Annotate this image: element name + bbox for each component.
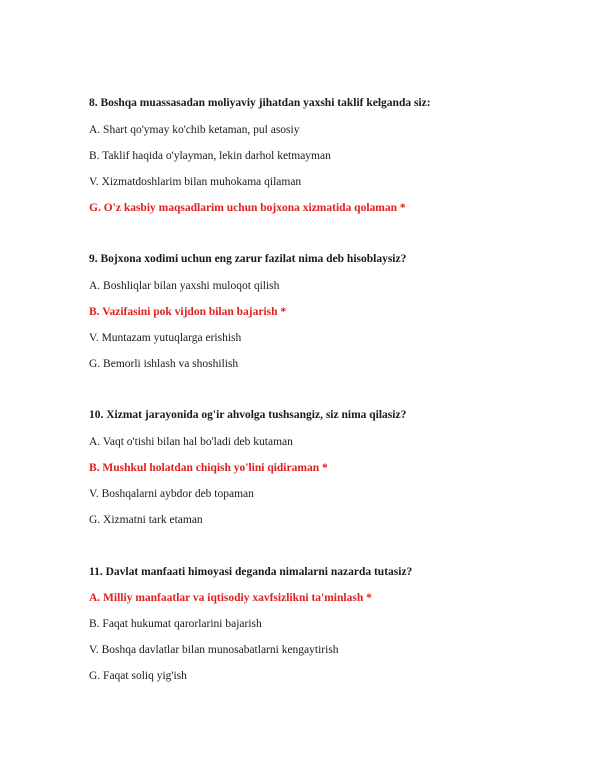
answer-option: B. Taklif haqida o'ylayman, lekin darhol ketmayman bbox=[89, 150, 331, 162]
question-title: 9. Bojxona xodimi uchun eng zarur fazilat nima deb hisoblaysiz? bbox=[89, 253, 407, 265]
answer-option: V. Muntazam yutuqlarga erishish bbox=[89, 332, 242, 344]
answer-option: G. Bemorli ishlash va shoshilish bbox=[89, 358, 239, 370]
answer-option: G. Faqat soliq yig'ish bbox=[89, 670, 187, 682]
question-title: 11. Davlat manfaati himoyasi deganda nimalarni nazarda tutasiz? bbox=[89, 566, 413, 578]
answer-option: V. Boshqa davlatlar bilan munosabatlarni kengaytirish bbox=[89, 644, 339, 656]
answer-option: A. Boshliqlar bilan yaxshi muloqot qilish bbox=[89, 280, 280, 292]
question-title: 10. Xizmat jarayonida og'ir ahvolga tushsangiz, siz nima qilasiz? bbox=[89, 409, 407, 421]
correct-answer-option: B. Vazifasini pok vijdon bilan bajarish * bbox=[89, 306, 287, 318]
answer-option: A. Shart qo'ymay ko'chib ketaman, pul asosiy bbox=[89, 124, 300, 136]
question-title: 8. Boshqa muassasadan moliyaviy jihatdan yaxshi taklif kelganda siz: bbox=[89, 97, 431, 109]
answer-option: V. Xizmatdoshlarim bilan muhokama qilaman bbox=[89, 176, 302, 188]
answer-option: B. Faqat hukumat qarorlarini bajarish bbox=[89, 618, 262, 630]
correct-answer-option: B. Mushkul holatdan chiqish yo'lini qidiraman * bbox=[89, 462, 328, 474]
answer-option: A. Vaqt o'tishi bilan hal bo'ladi deb kutaman bbox=[89, 436, 293, 448]
answer-option: V. Boshqalarni aybdor deb topaman bbox=[89, 488, 254, 500]
correct-answer-option: G. O'z kasbiy maqsadlarim uchun bojxona xizmatida qolaman * bbox=[89, 202, 406, 214]
correct-answer-option: A. Milliy manfaatlar va iqtisodiy xavfsizlikni ta'minlash * bbox=[89, 592, 372, 604]
answer-option: G. Xizmatni tark etaman bbox=[89, 514, 203, 526]
